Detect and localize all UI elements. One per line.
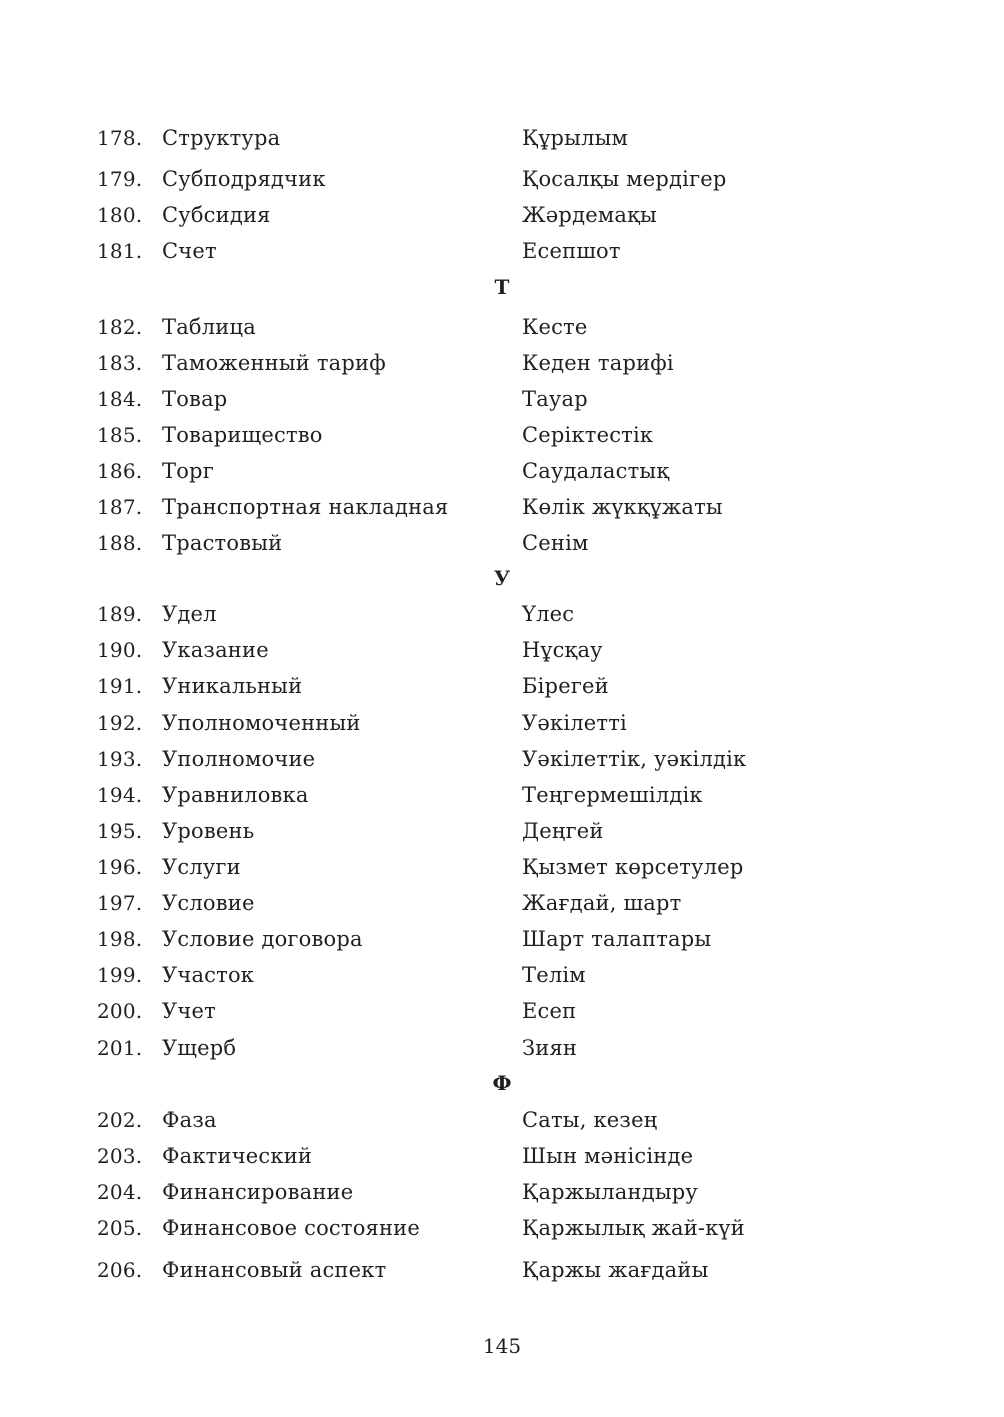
entry-number: 183.	[97, 351, 143, 375]
entry-number: 185.	[97, 423, 143, 447]
russian-term: Уникальный	[162, 674, 303, 698]
kazakh-term: Жәрдемақы	[522, 203, 657, 227]
kazakh-term: Шын мәнісінде	[522, 1144, 694, 1168]
entry-row	[0, 164, 1004, 194]
entry-number: 201.	[97, 1036, 143, 1060]
entry-row	[0, 420, 1004, 450]
russian-term: Фаза	[162, 1108, 217, 1132]
entry-number: 200.	[97, 999, 143, 1023]
russian-term: Товарищество	[162, 423, 323, 447]
kazakh-term: Бірегей	[522, 674, 609, 698]
kazakh-term: Көлік жүкқұжаты	[522, 495, 723, 519]
entry-row	[0, 1033, 1004, 1063]
russian-term: Учет	[162, 999, 216, 1023]
kazakh-term: Саудаластық	[522, 459, 670, 483]
entry-row	[0, 200, 1004, 230]
kazakh-term: Қаржы жағдайы	[522, 1258, 709, 1282]
kazakh-term: Уәкілетті	[522, 711, 627, 735]
entry-row	[0, 1105, 1004, 1135]
entry-row	[0, 744, 1004, 774]
kazakh-term: Тауар	[522, 387, 588, 411]
entry-row	[0, 123, 1004, 153]
entry-number: 186.	[97, 459, 143, 483]
entry-number: 195.	[97, 819, 143, 843]
entry-number: 206.	[97, 1258, 143, 1282]
entry-row	[0, 1177, 1004, 1207]
russian-term: Товар	[162, 387, 228, 411]
russian-term: Финансовый аспект	[162, 1258, 387, 1282]
russian-term: Уполномочие	[162, 747, 316, 771]
russian-term: Счет	[162, 239, 217, 263]
entry-number: 188.	[97, 531, 143, 555]
russian-term: Транспортная накладная	[162, 495, 449, 519]
russian-term: Финансовое состояние	[162, 1216, 421, 1240]
section-letter-f: Ф	[492, 1071, 512, 1095]
entry-number: 197.	[97, 891, 143, 915]
kazakh-term: Деңгей	[522, 819, 604, 843]
entry-row	[0, 708, 1004, 738]
kazakh-term: Кесте	[522, 315, 588, 339]
entry-row	[0, 348, 1004, 378]
kazakh-term: Құрылым	[522, 126, 629, 150]
kazakh-term: Қосалқы мердігер	[522, 167, 727, 191]
entry-number: 187.	[97, 495, 143, 519]
entry-number: 205.	[97, 1216, 143, 1240]
kazakh-term: Зиян	[522, 1036, 578, 1060]
entry-row	[0, 528, 1004, 558]
entry-row	[0, 671, 1004, 701]
russian-term: Субсидия	[162, 203, 271, 227]
entry-number: 196.	[97, 855, 143, 879]
kazakh-term: Жағдай, шарт	[522, 891, 682, 915]
kazakh-term: Шарт талаптары	[522, 927, 712, 951]
russian-term: Уравниловка	[162, 783, 309, 807]
entry-number: 203.	[97, 1144, 143, 1168]
kazakh-term: Қаржыландыру	[522, 1180, 698, 1204]
russian-term: Трастовый	[162, 531, 283, 555]
entry-row	[0, 780, 1004, 810]
entry-row	[0, 1141, 1004, 1171]
russian-term: Уполномоченный	[162, 711, 361, 735]
entry-number: 182.	[97, 315, 143, 339]
section-letter-t: Т	[494, 275, 510, 299]
entry-row	[0, 996, 1004, 1026]
kazakh-term: Саты, кезең	[522, 1108, 658, 1132]
entry-row	[0, 384, 1004, 414]
russian-term: Таблица	[162, 315, 256, 339]
entry-row	[0, 635, 1004, 665]
entry-number: 198.	[97, 927, 143, 951]
entry-row	[0, 924, 1004, 954]
kazakh-term: Кеден тарифі	[522, 351, 674, 375]
section-letter-u: У	[493, 566, 511, 590]
entry-row	[0, 1255, 1004, 1285]
kazakh-term: Есепшот	[522, 239, 621, 263]
entry-row	[0, 599, 1004, 629]
russian-term: Финансирование	[162, 1180, 354, 1204]
entry-number: 178.	[97, 126, 143, 150]
entry-row	[0, 492, 1004, 522]
kazakh-term: Сенім	[522, 531, 589, 555]
entry-row	[0, 236, 1004, 266]
kazakh-term: Есеп	[522, 999, 577, 1023]
entry-number: 202.	[97, 1108, 143, 1132]
entry-number: 190.	[97, 638, 143, 662]
russian-term: Участок	[162, 963, 255, 987]
entry-row	[0, 312, 1004, 342]
russian-term: Субподрядчик	[162, 167, 326, 191]
entry-row	[0, 852, 1004, 882]
russian-term: Таможенный тариф	[162, 351, 386, 375]
entry-number: 189.	[97, 602, 143, 626]
entry-row	[0, 456, 1004, 486]
kazakh-term: Теңгермешілдік	[522, 783, 703, 807]
entry-number: 180.	[97, 203, 143, 227]
russian-term: Уровень	[162, 819, 255, 843]
entry-number: 199.	[97, 963, 143, 987]
entry-number: 204.	[97, 1180, 143, 1204]
kazakh-term: Уәкілеттік, уәкілдік	[522, 747, 747, 771]
entry-number: 184.	[97, 387, 143, 411]
russian-term: Услуги	[162, 855, 241, 879]
entry-number: 181.	[97, 239, 143, 263]
kazakh-term: Нұсқау	[522, 638, 603, 662]
kazakh-term: Телім	[522, 963, 586, 987]
russian-term: Ущерб	[162, 1036, 237, 1060]
russian-term: Удел	[162, 602, 217, 626]
russian-term: Указание	[162, 638, 269, 662]
page-number: 145	[482, 1334, 522, 1358]
entry-row	[0, 888, 1004, 918]
russian-term: Фактический	[162, 1144, 313, 1168]
kazakh-term: Қызмет көрсетулер	[522, 855, 744, 879]
kazakh-term: Үлес	[522, 602, 575, 626]
entry-number: 191.	[97, 674, 143, 698]
entry-row	[0, 960, 1004, 990]
kazakh-term: Қаржылық жай-күй	[522, 1216, 745, 1240]
entry-row	[0, 1213, 1004, 1243]
entry-row	[0, 816, 1004, 846]
russian-term: Условие	[162, 891, 255, 915]
russian-term: Структура	[162, 126, 281, 150]
entry-number: 194.	[97, 783, 143, 807]
russian-term: Торг	[162, 459, 214, 483]
kazakh-term: Серіктестік	[522, 423, 654, 447]
russian-term: Условие договора	[162, 927, 363, 951]
entry-number: 192.	[97, 711, 143, 735]
entry-number: 179.	[97, 167, 143, 191]
entry-number: 193.	[97, 747, 143, 771]
